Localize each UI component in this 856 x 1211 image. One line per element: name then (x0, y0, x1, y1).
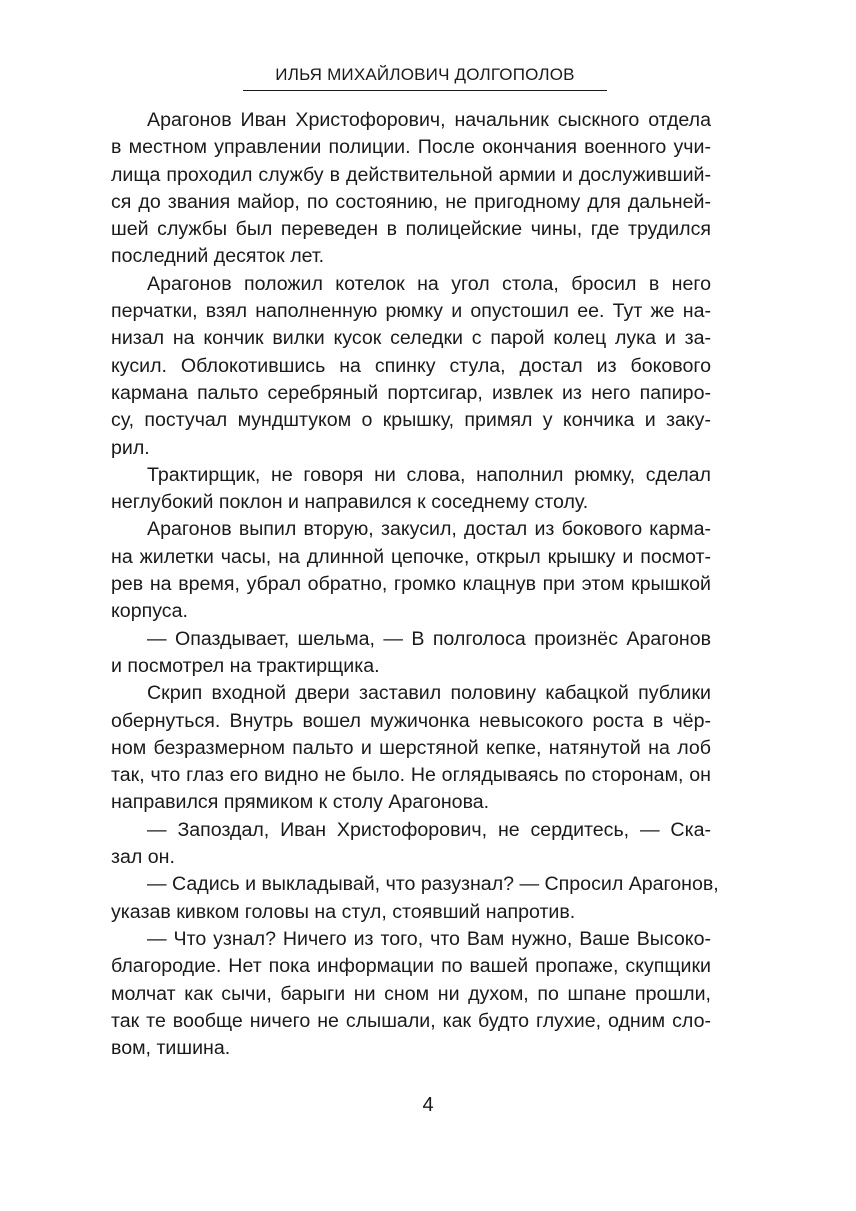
text-line: — Садись и выкладывай, что разузнал? — Спросил Арагонов, (147, 873, 719, 896)
text-line: низал на кончик вилки кусок селедки с парой колец лука и за- (111, 327, 711, 350)
text-line: так те вообще ничего не слышали, как будто глухие, одним сло- (111, 1009, 711, 1032)
paragraph (111, 462, 711, 517)
text-line: в местном управлении полиции. После окончания военного учи- (111, 136, 711, 159)
paragraph (111, 516, 711, 625)
paragraph (111, 871, 719, 926)
text-line: — Опаздывает, шельма, — В полголоса произнёс Арагонов (147, 627, 711, 650)
running-header-author: ИЛЬЯ МИХАЙЛОВИЧ ДОЛГОПОЛОВ (275, 65, 575, 84)
text-line: ном безразмерном пальто и шерстяной кепке, натянутой на лоб (111, 736, 711, 759)
text-line: на жилетки часы, на длинной цепочке, открыл крышку и посмот- (111, 545, 711, 568)
text-line: шей службы был переведен в полицейские чины, где трудился (111, 218, 711, 241)
paragraph (111, 107, 711, 271)
text-line: вом, тишина. (111, 1037, 231, 1060)
text-line: так, что глаз его видно не было. Не оглядываясь по сторонам, он (111, 764, 711, 787)
header-rule (243, 90, 607, 91)
text-line: рил. (111, 436, 150, 459)
paragraph (111, 626, 711, 681)
text-line: направился прямиком к столу Арагонова. (111, 791, 490, 814)
text-line: Арагонов Иван Христофорович, начальник сыскного отдела (147, 109, 711, 131)
text-line: Скрип входной двери заставил половину кабацкой публики (147, 682, 711, 705)
text-line: ся до звания майор, по состоянию, не пригодному для дальней- (111, 190, 711, 213)
text-line: молчат как сычи, барыги ни сном ни духом, по шпане прошли, (111, 982, 711, 1005)
page-number: 4 (422, 1094, 434, 1116)
text-line: обернуться. Внутрь вошел мужичонка невысокого роста в чёр- (111, 709, 711, 732)
text-line: Трактирщик, не говоря ни слова, наполнил рюмку, сделал (147, 463, 711, 486)
text-line: указав кивком головы на стул, стоявший напротив. (111, 900, 576, 923)
text-line: зал он. (111, 846, 175, 869)
text-line: кусил. Облокотившись на спинку стула, достал из бокового (111, 354, 711, 377)
text-line: последний десяток лет. (111, 245, 325, 268)
body-text (111, 107, 719, 1062)
text-line: благородие. Нет пока информации по вашей пропаже, скупщики (111, 955, 711, 978)
text-line: неглубокий поклон и направился к соседнему столу. (111, 491, 589, 514)
paragraph (111, 817, 711, 872)
text-line: перчатки, взял наполненную рюмку и опустошил ее. Тут же на- (111, 300, 711, 323)
text-line: лища проходил службу в действительной армии и дослуживший- (111, 163, 711, 186)
text-line: рев на время, убрал обратно, громко клацнув при этом крышкой (111, 573, 711, 596)
paragraph (111, 926, 711, 1062)
paragraph (111, 271, 711, 462)
text-line: и посмотрел на трактирщика. (111, 654, 380, 677)
text-line: — Что узнал? Ничего из того, что Вам нужно, Ваше Высоко- (147, 927, 711, 950)
text-line: су, постучал мундштуком о крышку, примял у кончика и заку- (111, 409, 711, 432)
text-line: Арагонов положил котелок на угол стола, бросил в него (147, 272, 711, 295)
text-line: корпуса. (111, 600, 188, 623)
paragraph (111, 680, 711, 816)
text-line: Арагонов выпил вторую, закусил, достал из бокового карма- (147, 518, 711, 541)
text-line: — Запоздал, Иван Христофорович, не сердитесь, — Ска- (147, 818, 711, 841)
text-line: кармана пальто серебряный портсигар, извлек из него папиро- (111, 381, 711, 404)
